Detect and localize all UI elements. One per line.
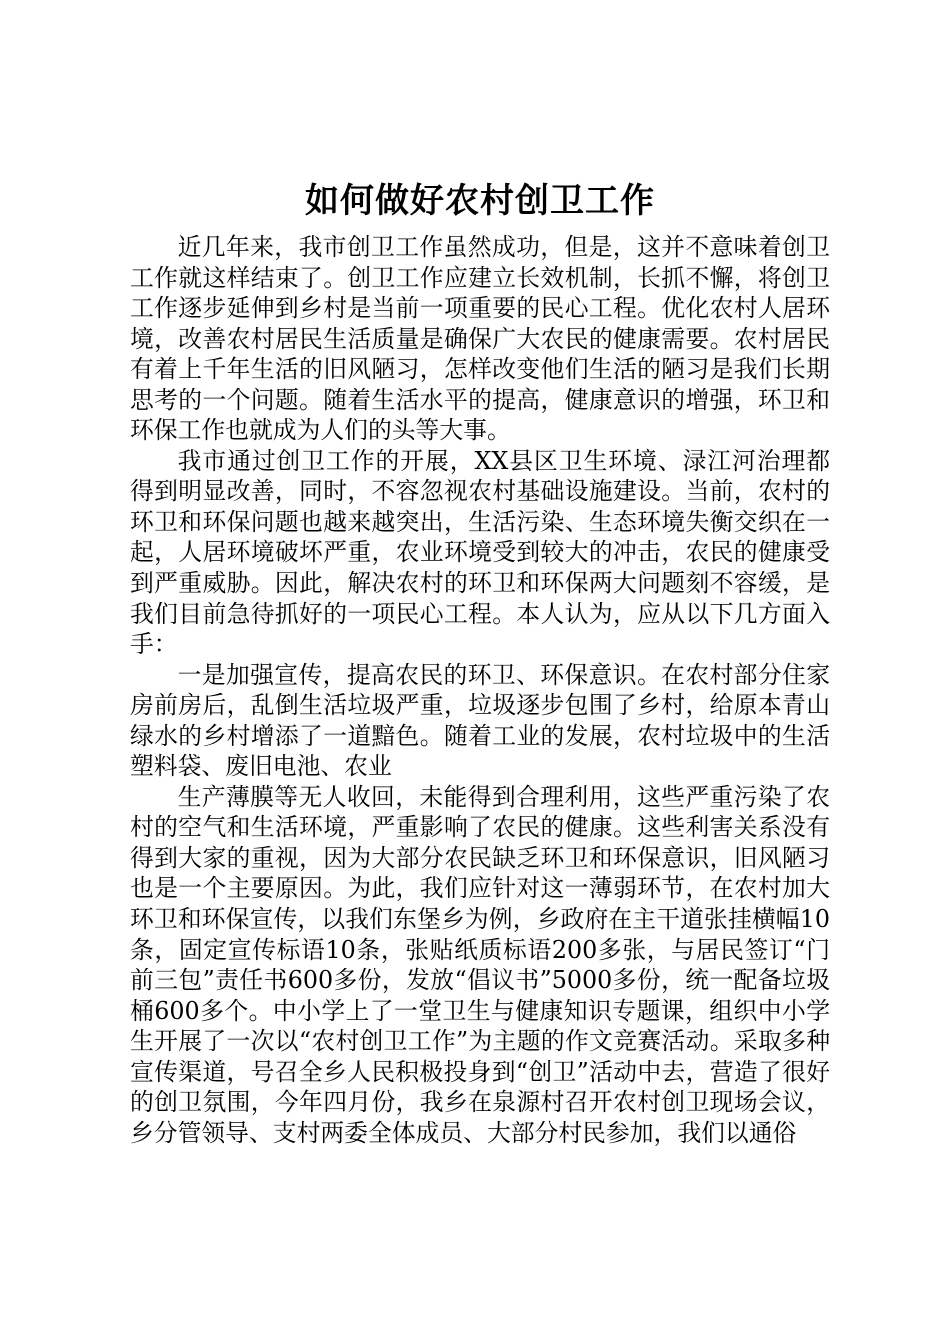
document-page xyxy=(130,178,830,1148)
document-title: 如何做好农村创卫工作 xyxy=(305,181,655,221)
paragraph-4: 生产薄膜等无人收回，未能得到合理利用，这些严重污染了农村的空气和生活环境，严重影响了农民的健康。这些利害关系没有得到大家的重视，因为大部分农民缺乏环卫和环保意识，旧风陋习也是一个主要原因。为此，我们应针对这一薄弱环节，在农村加大环卫和环保宣传，以我们东堡乡为例，乡政府在主干道张挂横幅10条，固定宣传标语10条，张贴纸质标语200多张，与居民签订“门前三包”责任书600多份，发放“倡议书”5000多份，统一配备垃圾桶600多个。中小学上了一堂卫生与健康知识专题课，组织中小学生开展了一次以“农村创卫工作”为主题的作文竞赛活动。采取多种宣传渠道，号召全乡人民积极投身到“创卫”活动中去，营造了很好的创卫氛围，今年四月份，我乡在泉源村召开农村创卫现场会议，乡分管领导、支村两委全体成员、大部分村民参加，我们以通俗 xyxy=(130,782,830,1147)
paragraph-2: 我市通过创卫工作的开展，XX县区卫生环境、渌江河治理都得到明显改善，同时，不容忽视农村基础设施建设。当前，农村的环卫和环保问题也越来越突出，生活污染、生态环境失衡交织在一起，人居环境破坏严重，农业环境受到较大的冲击，农民的健康受到严重威胁。因此，解决农村的环卫和环保两大问题刻不容缓，是我们目前急待抓好的一项民心工程。本人认为，应从以下几方面入手： xyxy=(130,446,830,659)
paragraph-1: 近几年来，我市创卫工作虽然成功，但是，这并不意味着创卫工作就这样结束了。创卫工作应建立长效机制，长抓不懈，将创卫工作逐步延伸到乡村是当前一项重要的民心工程。优化农村人居环境，改善农村居民生活质量是确保广大农民的健康需要。农村居民有着上千年生活的旧风陋习，怎样改变他们生活的陋习是我们长期思考的一个问题。随着生活水平的提高，健康意识的增强，环卫和环保工作也就成为人们的头等大事。 xyxy=(130,233,830,445)
paragraph-3: 一是加强宣传，提高农民的环卫、环保意识。在农村部分住家房前房后，乱倒生活垃圾严重，垃圾逐步包围了乡村，给原本青山绿水的乡村增添了一道黯色。随着工业的发展，农村垃圾中的生活塑料袋、废旧电池、农业 xyxy=(130,660,830,781)
